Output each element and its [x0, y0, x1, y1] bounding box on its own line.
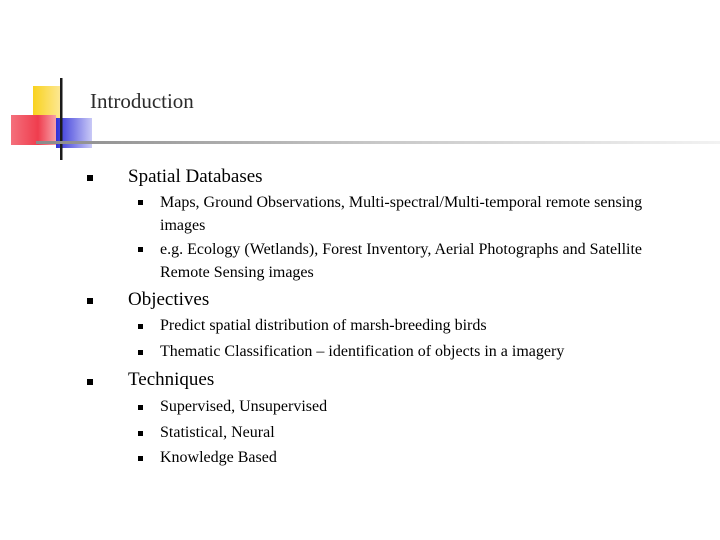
- section-heading-objectives: Objectives: [128, 289, 210, 310]
- bullet-icon: [138, 405, 143, 410]
- bullet-icon: [87, 379, 93, 385]
- slide-title: Introduction: [90, 89, 194, 113]
- bullet-icon: [138, 431, 143, 436]
- bullet-icon: [138, 456, 143, 461]
- section-heading-techniques: Techniques: [128, 369, 215, 390]
- list-item: Supervised, Unsupervised: [160, 398, 328, 415]
- bullet-icon: [138, 350, 143, 355]
- list-item: Knowledge Based: [160, 449, 277, 466]
- list-item: Predict spatial distribution of marsh-breeding birds: [160, 317, 487, 334]
- list-item: Statistical, Neural: [160, 424, 275, 441]
- bullet-icon: [87, 298, 93, 304]
- list-item: Thematic Classification – identification of objects in a imagery: [160, 343, 565, 360]
- list-item: Maps, Ground Observations, Multi-spectral/Multi-temporal remote sensing images: [160, 194, 643, 234]
- section-heading-spatial-databases: Spatial Databases: [128, 166, 263, 187]
- bullet-icon: [87, 175, 93, 181]
- bullet-icon: [138, 247, 143, 252]
- bullet-icon: [138, 324, 143, 329]
- bullet-icon: [138, 200, 143, 205]
- list-item: e.g. Ecology (Wetlands), Forest Inventory, Aerial Photographs and Satellite Remote Sensing images: [160, 241, 643, 281]
